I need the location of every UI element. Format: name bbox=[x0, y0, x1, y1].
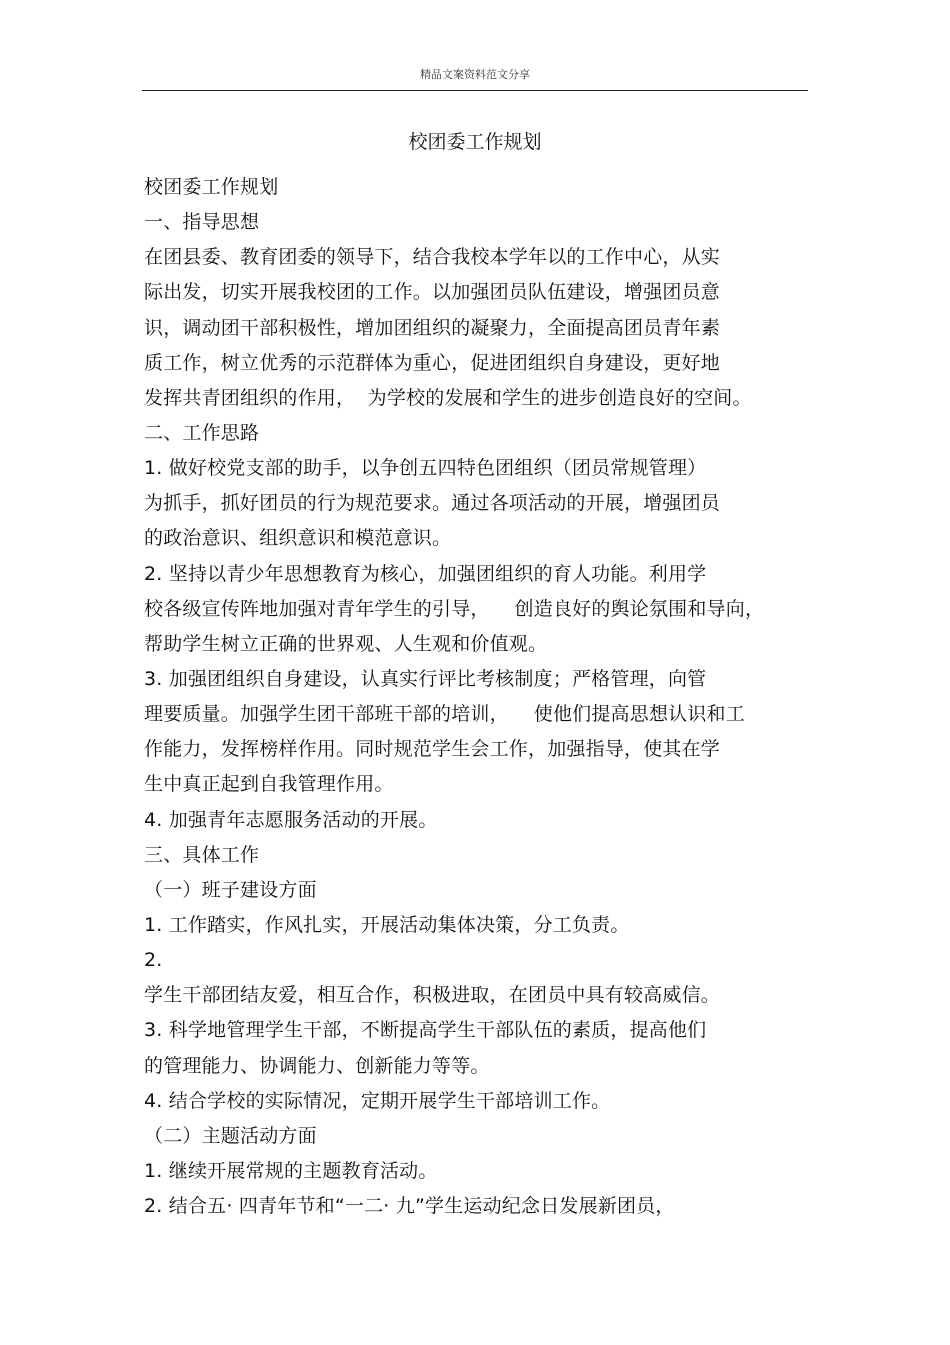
text-line: 2. 结合五· 四青年节和“一二· 九”学生运动纪念日发展新团员， bbox=[144, 1195, 675, 1218]
text-line: （二）主题活动方面 bbox=[144, 1124, 317, 1147]
text-line: 识，调动团干部积极性，增加团组织的凝聚力，全面提高团员青年素 bbox=[144, 316, 721, 339]
text-line: 二、工作思路 bbox=[144, 421, 260, 444]
text-line: 三、具体工作 bbox=[144, 843, 260, 866]
text-line: 为抓手，抓好团员的行为规范要求。通过各项活动的开展，增强团员 bbox=[144, 492, 721, 515]
text-line: 4. 结合学校的实际情况，定期开展学生干部培训工作。 bbox=[144, 1089, 611, 1112]
text-line: 1. 工作踏实，作风扎实，开展活动集体决策，分工负责。 bbox=[144, 913, 630, 936]
text-line: 的管理能力、协调能力、创新能力等等。 bbox=[144, 1054, 490, 1077]
text-line: 际出发，切实开展我校团的工作。以加强团员队伍建设，增强团员意 bbox=[144, 281, 721, 304]
text-line: 3. 科学地管理学生干部，不断提高学生干部队伍的素质，提高他们 bbox=[144, 1019, 707, 1042]
header-divider bbox=[142, 90, 808, 91]
text-line: 作能力，发挥榜样作用。同时规范学生会工作，加强指导，使其在学 bbox=[144, 738, 721, 761]
text-line: 学生干部团结友爱，相互合作，积极进取，在团员中具有较高威信。 bbox=[144, 984, 721, 1007]
text-line: 1. 做好校党支部的助手，以争创五四特色团组织（团员常规管理） bbox=[144, 457, 707, 480]
text-line: 校团委工作规划 bbox=[144, 176, 279, 198]
text-line: 发挥共青团组织的作用， 为学校的发展和学生的进步创造良好的空间。 bbox=[144, 386, 752, 409]
text-line: 帮助学生树立正确的世界观、人生观和价值观。 bbox=[144, 632, 548, 655]
text-line: 2. bbox=[144, 949, 163, 972]
text-line: 的政治意识、组织意识和模范意识。 bbox=[144, 527, 452, 550]
document-body bbox=[144, 170, 810, 1224]
text-line: 2. 坚持以青少年思想教育为核心，加强团组织的育人功能。利用学 bbox=[144, 562, 707, 585]
text-line: 4. 加强青年志愿服务活动的开展。 bbox=[144, 808, 438, 831]
text-line: 1. 继续开展常规的主题教育活动。 bbox=[144, 1159, 438, 1182]
document-title: 校团委工作规划 bbox=[408, 131, 542, 153]
text-line: 理要质量。加强学生团干部班干部的培训， 使他们提高思想认识和工 bbox=[144, 703, 745, 726]
text-line: （一）班子建设方面 bbox=[144, 878, 317, 901]
text-line: 一、指导思想 bbox=[144, 211, 260, 234]
text-line: 生中真正起到自我管理作用。 bbox=[144, 773, 394, 796]
text-line: 在团县委、教育团委的领导下，结合我校本学年以的工作中心，从实 bbox=[144, 246, 721, 269]
page-header: 精品文案资料范文分享 bbox=[420, 68, 530, 81]
text-line: 质工作，树立优秀的示范群体为重心，促进团组织自身建设，更好地 bbox=[144, 351, 721, 374]
text-line: 3. 加强团组织自身建设，认真实行评比考核制度；严格管理，向管 bbox=[144, 667, 707, 690]
text-line: 校各级宣传阵地加强对青年学生的引导， 创造良好的舆论氛围和导向， bbox=[144, 597, 765, 620]
